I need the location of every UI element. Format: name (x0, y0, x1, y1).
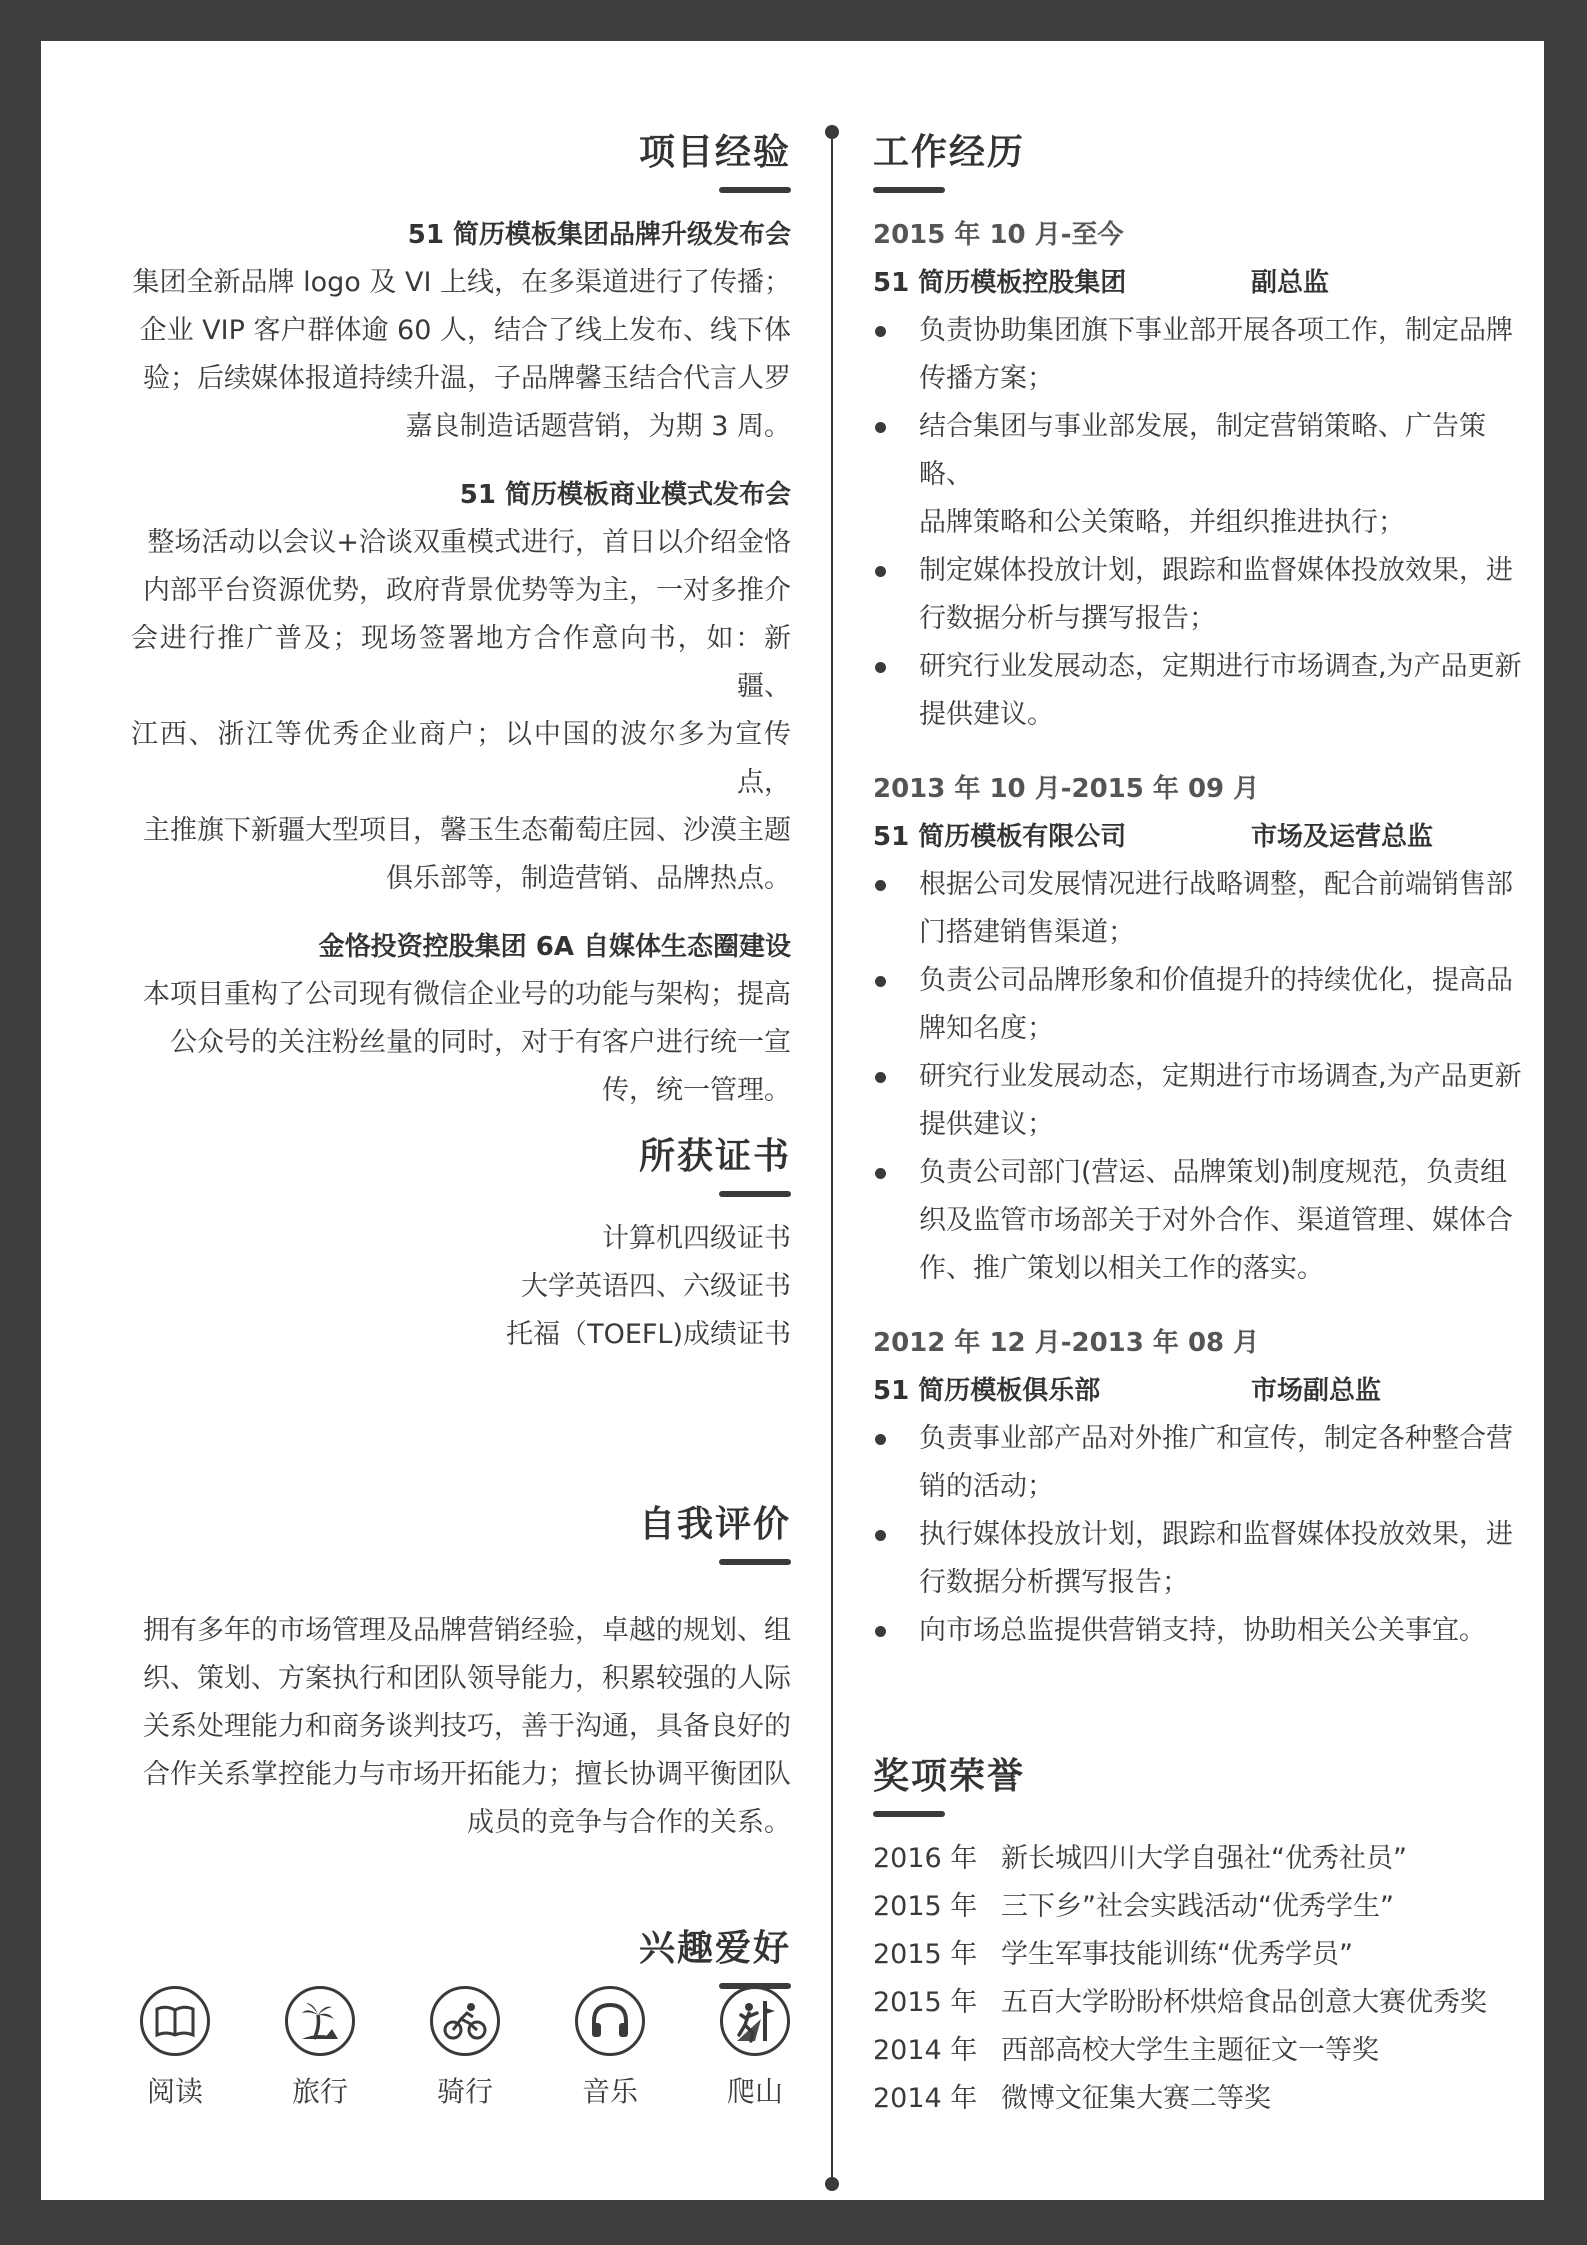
jobs-list (873, 211, 1538, 1655)
certificate-item: 托福（TOEFL)成绩证书 (506, 1319, 791, 1350)
hobby-item (270, 1986, 370, 2110)
section-title-awards: 奖项荣誉 (873, 1756, 1026, 1797)
duty-item (873, 957, 1538, 1053)
project-desc-line: 企业 VIP 客户群体逾 60 人，结合了线上发布、线下体 (139, 315, 791, 346)
duty-item (873, 1607, 1538, 1655)
bullet-dot (875, 880, 886, 891)
job-header (873, 1367, 1538, 1415)
project-desc-line: 集团全新品牌 logo 及 VI 上线，在多渠道进行了传播； (132, 267, 791, 298)
award-text: 西部高校大学生主题征文一等奖 (1001, 2035, 1379, 2066)
duty-line: 门搭建销售渠道； (919, 917, 1135, 948)
duty-item (873, 1511, 1538, 1607)
duty-line: 品牌策略和公关策略，并组织推进执行； (919, 507, 1405, 538)
section-title-work: 工作经历 (873, 132, 1026, 173)
award-row (873, 1883, 1538, 1931)
job-entry (873, 765, 1538, 1293)
project-item (131, 211, 791, 451)
certificate-item: 大学英语四、六级证书 (521, 1271, 791, 1302)
timeline-dot-top (825, 125, 839, 139)
hobby-item (125, 1986, 225, 2110)
duty-line: 负责公司部门(营运、品牌策划)制度规范，负责组 (919, 1157, 1508, 1188)
duty-line: 向市场总监提供营销支持，协助相关公关事宜。 (919, 1615, 1486, 1646)
project-desc-line: 验；后续媒体报道持续升温，子品牌馨玉结合代言人罗 (143, 363, 791, 394)
job-header (873, 813, 1538, 861)
award-row (873, 1931, 1538, 1979)
work-section (873, 129, 1538, 1655)
section-title-self-eval: 自我评价 (638, 1504, 791, 1545)
duty-line: 负责协助集团旗下事业部开展各项工作，制定品牌 (919, 315, 1513, 346)
project-desc-line: 江西、浙江等优秀企业商户；以中国的波尔多为宣传点， (131, 719, 791, 798)
bullet-dot (875, 662, 886, 673)
job-company: 51 简历模板控股集团 (873, 268, 1127, 298)
duty-line: 执行媒体投放计划，跟踪和监督媒体投放效果，进 (919, 1519, 1513, 1550)
award-row (873, 2027, 1538, 2075)
project-item (131, 923, 791, 1115)
award-row (873, 1835, 1538, 1883)
duty-item (873, 1415, 1538, 1511)
duty-line: 销的活动； (919, 1471, 1054, 1502)
certificates-section (131, 1133, 791, 1359)
hobbies-row (125, 1986, 805, 2110)
bullet-dot (875, 1168, 886, 1179)
duty-line: 研究行业发展动态，定期进行市场调查,为产品更新 (919, 651, 1522, 682)
award-text: 三下乡”社会实践活动“优秀学生” (1001, 1891, 1394, 1922)
job-date: 2015 年 10 月-至今 (873, 220, 1124, 250)
self-eval-text (131, 1607, 791, 1847)
self-eval-line: 织、策划、方案执行和团队领导能力，积累较强的人际 (143, 1663, 791, 1694)
projects-list (131, 211, 791, 1115)
award-text: 新长城四川大学自强社“优秀社员” (1001, 1843, 1407, 1874)
duty-item (873, 643, 1538, 739)
job-header (873, 259, 1538, 307)
cycling-icon (430, 1986, 500, 2056)
duty-line: 牌知名度； (919, 1013, 1054, 1044)
hobby-label: 旅行 (291, 2075, 348, 2108)
duty-list (873, 861, 1538, 1293)
bullet-dot (875, 1530, 886, 1541)
resume-page (41, 41, 1544, 2200)
climbing-icon (720, 1986, 790, 2056)
certificates-list (131, 1215, 791, 1359)
project-desc-line: 主推旗下新疆大型项目，馨玉生态葡萄庄园、沙漠主题 (143, 815, 791, 846)
bullet-dot (875, 1434, 886, 1445)
job-position: 市场副总监 (1251, 1376, 1382, 1406)
job-position: 市场及运营总监 (1251, 822, 1434, 852)
project-title: 51 简历模板商业模式发布会 (459, 480, 791, 510)
hobby-label: 骑行 (436, 2075, 493, 2108)
project-desc-line: 嘉良制造话题营销，为期 3 周。 (405, 411, 791, 442)
bullet-dot (875, 566, 886, 577)
awards-section (873, 1753, 1538, 2123)
timeline-dot-bottom (825, 2177, 839, 2191)
award-year: 2015 年 (873, 1891, 978, 1922)
duty-item (873, 403, 1538, 547)
project-desc-line: 俱乐部等，制造营销、品牌热点。 (386, 863, 791, 894)
project-item (131, 471, 791, 903)
duty-item (873, 861, 1538, 957)
duty-list (873, 307, 1538, 739)
headphones-icon (575, 1986, 645, 2056)
hobby-item (560, 1986, 660, 2110)
duty-item (873, 1149, 1538, 1293)
hobby-label: 爬山 (726, 2075, 783, 2108)
award-text: 学生军事技能训练“优秀学员” (1001, 1939, 1353, 1970)
bullet-dot (875, 1626, 886, 1637)
hobby-label: 音乐 (581, 2075, 638, 2108)
award-row (873, 2075, 1538, 2123)
job-entry (873, 211, 1538, 739)
self-eval-line: 关系处理能力和商务谈判技巧，善于沟通，具备良好的 (143, 1711, 791, 1742)
bullet-dot (875, 422, 886, 433)
job-company: 51 简历模板有限公司 (873, 822, 1127, 852)
duty-line: 行数据分析与撰写报告； (919, 603, 1216, 634)
duty-line: 负责公司品牌形象和价值提升的持续优化，提高品 (919, 965, 1513, 996)
job-date: 2013 年 10 月-2015 年 09 月 (873, 774, 1260, 804)
duty-line: 结合集团与事业部发展，制定营销策略、广告策略、 (919, 411, 1486, 490)
project-title: 51 简历模板集团品牌升级发布会 (407, 220, 791, 250)
hobby-label: 阅读 (146, 2075, 203, 2108)
award-row (873, 1979, 1538, 2027)
section-title-projects: 项目经验 (638, 132, 791, 173)
self-eval-line: 合作关系掌控能力与市场开拓能力；擅长协调平衡团队 (143, 1759, 791, 1790)
book-icon (140, 1986, 210, 2056)
award-year: 2014 年 (873, 2083, 978, 2114)
duty-line: 研究行业发展动态，定期进行市场调查,为产品更新 (919, 1061, 1522, 1092)
award-text: 微博文征集大赛二等奖 (1001, 2083, 1271, 2114)
bullet-dot (875, 1072, 886, 1083)
job-entry (873, 1319, 1538, 1655)
certificate-item: 计算机四级证书 (602, 1223, 791, 1254)
hobby-item (415, 1986, 515, 2110)
timeline-line (831, 132, 833, 2184)
awards-list (873, 1835, 1538, 2123)
job-position: 副总监 (1251, 268, 1330, 298)
duty-line: 负责事业部产品对外推广和宣传，制定各种整合营 (919, 1423, 1513, 1454)
award-year: 2014 年 (873, 2035, 978, 2066)
projects-section (131, 129, 791, 1115)
duty-line: 作、推广策划以相关工作的落实。 (919, 1253, 1324, 1284)
bullet-dot (875, 326, 886, 337)
duty-line: 根据公司发展情况进行战略调整，配合前端销售部 (919, 869, 1513, 900)
job-company: 51 简历模板俱乐部 (873, 1376, 1101, 1406)
project-desc-line: 本项目重构了公司现有微信企业号的功能与架构；提高 (143, 979, 791, 1010)
award-year: 2016 年 (873, 1843, 978, 1874)
job-date: 2012 年 12 月-2013 年 08 月 (873, 1328, 1260, 1358)
self-eval-line: 成员的竞争与合作的关系。 (467, 1807, 791, 1838)
duty-item (873, 307, 1538, 403)
award-year: 2015 年 (873, 1939, 978, 1970)
duty-line: 织及监管市场部关于对外合作、渠道管理、媒体合 (919, 1205, 1513, 1236)
bullet-dot (875, 976, 886, 987)
duty-list (873, 1415, 1538, 1655)
project-desc-line: 会进行推广普及；现场签署地方合作意向书，如：新疆、 (131, 623, 791, 702)
project-desc-line: 传，统一管理。 (602, 1075, 791, 1106)
self-eval-line: 拥有多年的市场管理及品牌营销经验，卓越的规划、组 (143, 1615, 791, 1646)
project-desc-line: 整场活动以会议+洽谈双重模式进行，首日以介绍金恪 (147, 527, 791, 558)
project-desc-line: 公众号的关注粉丝量的同时，对于有客户进行统一宣 (170, 1027, 791, 1058)
duty-line: 提供建议。 (919, 699, 1054, 730)
project-title: 金恪投资控股集团 6A 自媒体生态圈建设 (318, 932, 791, 962)
duty-line: 传播方案； (919, 363, 1054, 394)
palm-tree-icon (285, 1986, 355, 2056)
duty-item (873, 1053, 1538, 1149)
award-year: 2015 年 (873, 1987, 978, 2018)
award-text: 五百大学盼盼杯烘焙食品创意大赛优秀奖 (1001, 1987, 1487, 2018)
duty-line: 提供建议； (919, 1109, 1054, 1140)
section-title-hobbies: 兴趣爱好 (638, 1928, 791, 1969)
self-eval-section (131, 1501, 791, 1847)
hobbies-section (131, 1925, 791, 1989)
hobby-item (705, 1986, 805, 2110)
section-title-certificates: 所获证书 (638, 1136, 791, 1177)
duty-line: 行数据分析撰写报告； (919, 1567, 1189, 1598)
project-desc-line: 内部平台资源优势，政府背景优势等为主，一对多推介 (143, 575, 791, 606)
duty-line: 制定媒体投放计划，跟踪和监督媒体投放效果，进 (919, 555, 1513, 586)
duty-item (873, 547, 1538, 643)
